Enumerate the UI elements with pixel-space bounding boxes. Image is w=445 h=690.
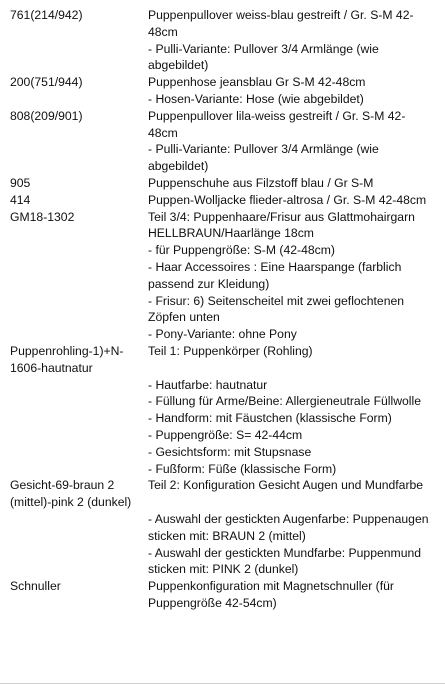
item-code: GM18-1302 xyxy=(10,209,75,224)
item-code: 761(214/942) xyxy=(10,8,83,22)
item-row xyxy=(0,74,445,108)
description-line: Teil 3/4: Puppenhaare/Frisur aus Glattmohairgarn HELLBRAUN/Haarlänge 18cm xyxy=(148,209,415,241)
divider xyxy=(0,683,445,684)
description-line: - Gesichtsform: mit Stupsnase xyxy=(148,444,312,459)
description-spacer xyxy=(148,360,430,377)
description-line: Teil 2: Konfiguration Gesicht Augen und Mundfarbe xyxy=(148,478,424,493)
item-description xyxy=(137,578,430,612)
description-spacer xyxy=(148,494,430,511)
description-line: - Pulli-Variante: Pullover 3/4 Armlänge (wie abgebildet) xyxy=(148,41,379,73)
description-line: - Hosen-Variante: Hose (wie abgebildet) xyxy=(148,91,364,106)
description-line: Teil 1: Puppenkörper (Rohling) xyxy=(148,343,313,358)
description-line: Puppen-Wolljacke flieder-altrosa / Gr. S-M 42-48cm xyxy=(148,192,427,207)
description-line: - für Puppengröße: S-M (42-48cm) xyxy=(148,243,335,258)
description-line: - Auswahl der gestickten Mundfarbe: Puppenmund sticken mit: PINK 2 (dunkel) xyxy=(148,545,422,577)
item-row xyxy=(0,175,445,192)
item-description xyxy=(137,7,430,74)
item-code: Puppenrohling-1)+N-1606-hautnatur xyxy=(10,343,124,375)
item-description xyxy=(137,74,430,108)
item-code: 200(751/944) xyxy=(10,75,83,90)
description-line: - Hautfarbe: hautnatur xyxy=(148,377,268,392)
description-line: Puppenpullover lila-weiss gestreift / Gr. S-M 42-48cm xyxy=(148,108,406,140)
description-line: Puppenkonfiguration mit Magnetschnuller (für Puppengröße 42-54cm) xyxy=(148,579,394,610)
description-line: - Füllung für Arme/Beine: Allergieneutrale Füllwolle xyxy=(148,394,421,409)
description-line: Puppenschuhe aus Filzstoff blau / Gr S-M xyxy=(148,175,374,190)
description-line: Puppenpullover weiss-blau gestreift / Gr. S-M 42-48cm xyxy=(148,8,414,39)
description-line: - Auswahl der gestickten Augenfarbe: Puppenaugen sticken mit: BRAUN 2 (mittel) xyxy=(148,511,429,543)
item-row xyxy=(0,578,445,612)
item-row xyxy=(0,477,445,578)
description-line: - Pulli-Variante: Pullover 3/4 Armlänge (wie abgebildet) xyxy=(148,142,379,174)
item-code: Schnuller xyxy=(10,579,61,594)
description-line: - Handform: mit Fäustchen (klassische Form) xyxy=(148,411,392,426)
item-description xyxy=(137,108,430,175)
description-line: Puppenhose jeansblau Gr S-M 42-48cm xyxy=(148,75,366,90)
item-code: 808(209/901) xyxy=(10,108,83,123)
description-line: - Frisur: 6) Seitenscheitel mit zwei geflochtenen Zöpfen unten xyxy=(148,293,405,325)
item-code: Gesicht-69-braun 2 (mittel)-pink 2 (dunkel) xyxy=(10,478,132,510)
item-description xyxy=(137,477,430,578)
item-row xyxy=(0,192,445,209)
description-line: - Pony-Variante: ohne Pony xyxy=(148,327,297,342)
item-description xyxy=(137,192,430,209)
item-description xyxy=(137,209,430,343)
item-row xyxy=(0,209,445,343)
item-description xyxy=(137,175,430,192)
item-code: 905 xyxy=(10,175,31,190)
description-line: - Haar Accessoires : Eine Haarspange (farblich passend zur Kleidung) xyxy=(148,259,402,291)
item-row xyxy=(0,7,445,74)
item-row xyxy=(0,108,445,175)
item-description xyxy=(137,343,430,477)
description-line: - Fußform: Füße (klassische Form) xyxy=(148,461,337,476)
item-row xyxy=(0,343,445,477)
description-line: - Puppengröße: S= 42-44cm xyxy=(148,427,303,442)
item-code: 414 xyxy=(10,192,31,207)
